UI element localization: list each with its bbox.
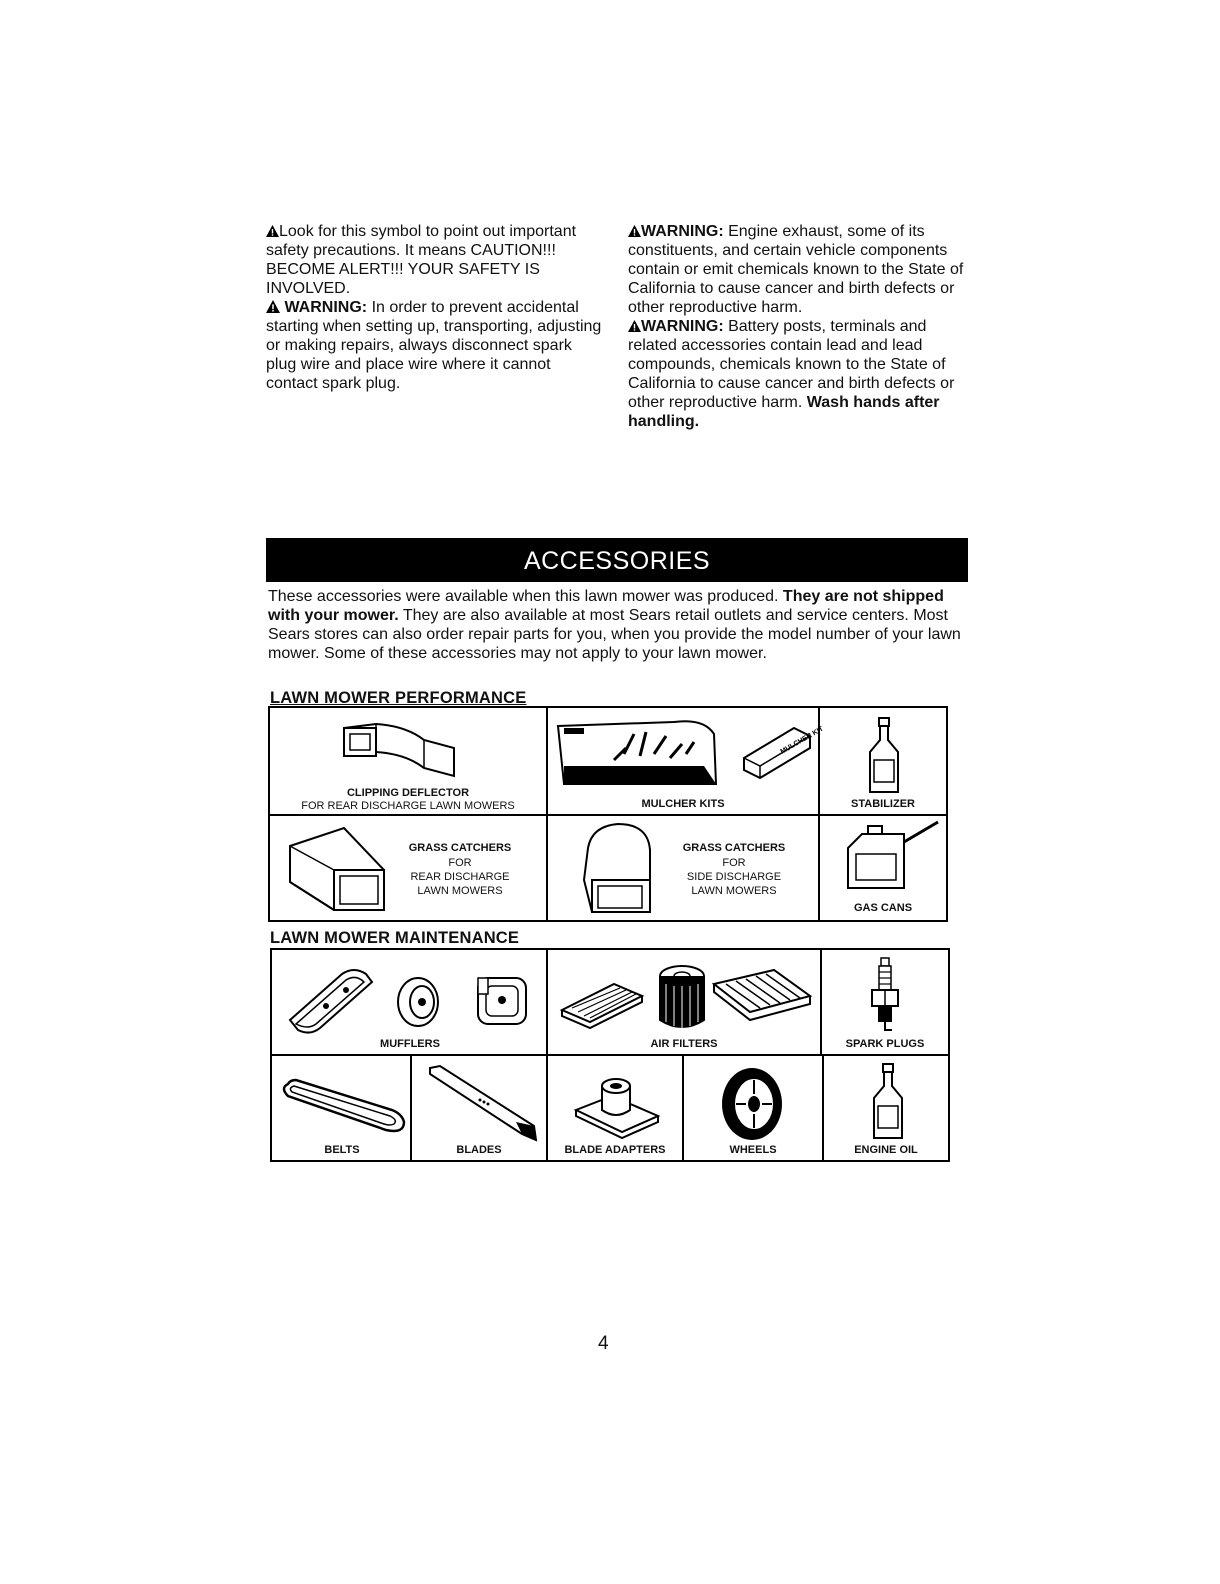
performance-grid xyxy=(268,706,948,922)
mufflers-label: MUFFLERS xyxy=(380,1038,440,1050)
battery-warning: WARNING: Battery posts, terminals and related accessories contain lead and lead compounds, chemicals known to the State of California to cause cancer and birth defects or other reproductive harm. Wash hands after handling. xyxy=(628,318,955,430)
belts-label: BELTS xyxy=(324,1144,360,1156)
belts-cell xyxy=(272,1056,412,1160)
exhaust-warning: WARNING: Engine exhaust, some of its constituents, and certain vehicle components contain or emit chemicals known to the State of California to cause cancer and birth defects or other reproductive harm. xyxy=(628,223,964,316)
maintenance-heading: LAWN MOWER MAINTENANCE xyxy=(270,929,520,947)
warning-triangle-icon xyxy=(628,317,641,336)
gas-cans-cell xyxy=(820,816,946,920)
mufflers-icon xyxy=(282,960,538,1036)
mulcher-kit-icon xyxy=(554,714,825,798)
blades-label: BLADES xyxy=(456,1144,502,1156)
spark-plugs-label: SPARK PLUGS xyxy=(845,1038,925,1050)
engine-oil-label: ENGINE OIL xyxy=(854,1144,918,1156)
engine-oil-cell xyxy=(824,1056,948,1160)
spark-plug-icon xyxy=(868,956,902,1038)
air-filters-cell xyxy=(548,950,822,1056)
grass-catcher-rear-icon xyxy=(284,822,394,916)
mulcher-kits-label: MULCHER KITS xyxy=(641,798,725,810)
gc-side-line1: GRASS CATCHERS xyxy=(682,842,786,854)
safety-symbol-paragraph: Look for this symbol to point out important safety precautions. It means CAUTION!!! BECOME ALERT!!! YOUR SAFETY IS INVOLVED. xyxy=(266,223,577,297)
performance-heading: LAWN MOWER PERFORMANCE xyxy=(270,689,527,707)
gc-rear-line3: REAR DISCHARGE xyxy=(410,871,510,883)
gc-side-line3: SIDE DISCHARGE xyxy=(686,871,782,883)
gas-cans-label: GAS CANS xyxy=(853,902,913,914)
grass-catcher-side-cell xyxy=(548,816,820,920)
mufflers-cell xyxy=(272,950,548,1056)
gas-can-icon xyxy=(842,818,942,894)
grass-catcher-rear-cell xyxy=(270,816,548,920)
clipping-deflector-icon xyxy=(336,718,460,780)
safety-left-column xyxy=(266,222,606,393)
air-filters-label: AIR FILTERS xyxy=(650,1038,718,1050)
stabilizer-cell xyxy=(820,708,946,816)
engine-oil-bottle-icon xyxy=(868,1062,908,1142)
spark-plug-warning: WARNING: In order to prevent accidental starting when setting up, transporting, adjusting or making repairs, always disconnect spark plug wire and place wire where it cannot contact spark plug. xyxy=(266,299,602,392)
grass-catcher-side-icon xyxy=(578,820,662,918)
wheels-cell xyxy=(684,1056,824,1160)
accessories-banner: ACCESSORIES xyxy=(266,538,968,582)
clipping-deflector-cell xyxy=(270,708,548,816)
blade-adapters-cell xyxy=(548,1056,684,1160)
wheels-label: WHEELS xyxy=(729,1144,777,1156)
safety-right-column xyxy=(628,222,968,431)
warning-triangle-icon xyxy=(266,298,280,317)
stabilizer-bottle-icon xyxy=(864,716,904,796)
gc-side-line4: LAWN MOWERS xyxy=(691,885,777,897)
accessories-intro: These accessories were available when this lawn mower was produced. They are not shipped with your mower. They are also available at most Sears retail outlets and service centers. Most Sears stores can also order repair parts for you, when you provide the model number of your lawn mower. Some of these accessories may not apply to your lawn mower. xyxy=(268,588,961,662)
clipping-deflector-sublabel: FOR REAR DISCHARGE LAWN MOWERS xyxy=(301,800,515,812)
spark-plugs-cell xyxy=(822,950,948,1056)
mulcher-kits-cell xyxy=(548,708,825,816)
warning-triangle-icon xyxy=(266,222,279,241)
blades-cell xyxy=(412,1056,548,1160)
belt-icon xyxy=(278,1074,408,1134)
blade-adapters-label: BLADE ADAPTERS xyxy=(564,1144,666,1156)
maintenance-grid xyxy=(270,948,950,1162)
blade-adapter-icon xyxy=(572,1066,662,1138)
gc-rear-line1: GRASS CATCHERS xyxy=(408,842,512,854)
clipping-deflector-label: CLIPPING DEFLECTOR xyxy=(346,787,470,799)
air-filters-icon xyxy=(554,956,818,1038)
wheel-icon xyxy=(718,1064,786,1144)
blade-icon xyxy=(426,1064,538,1142)
warning-triangle-icon xyxy=(628,222,641,241)
stabilizer-label: STABILIZER xyxy=(851,798,915,810)
gc-side-line2: FOR xyxy=(722,857,746,869)
mulcher-box-text: MULCHER KIT xyxy=(779,725,825,756)
gc-rear-line2: FOR xyxy=(448,857,472,869)
gc-rear-line4: LAWN MOWERS xyxy=(417,885,503,897)
page-number: 4 xyxy=(598,1333,609,1354)
